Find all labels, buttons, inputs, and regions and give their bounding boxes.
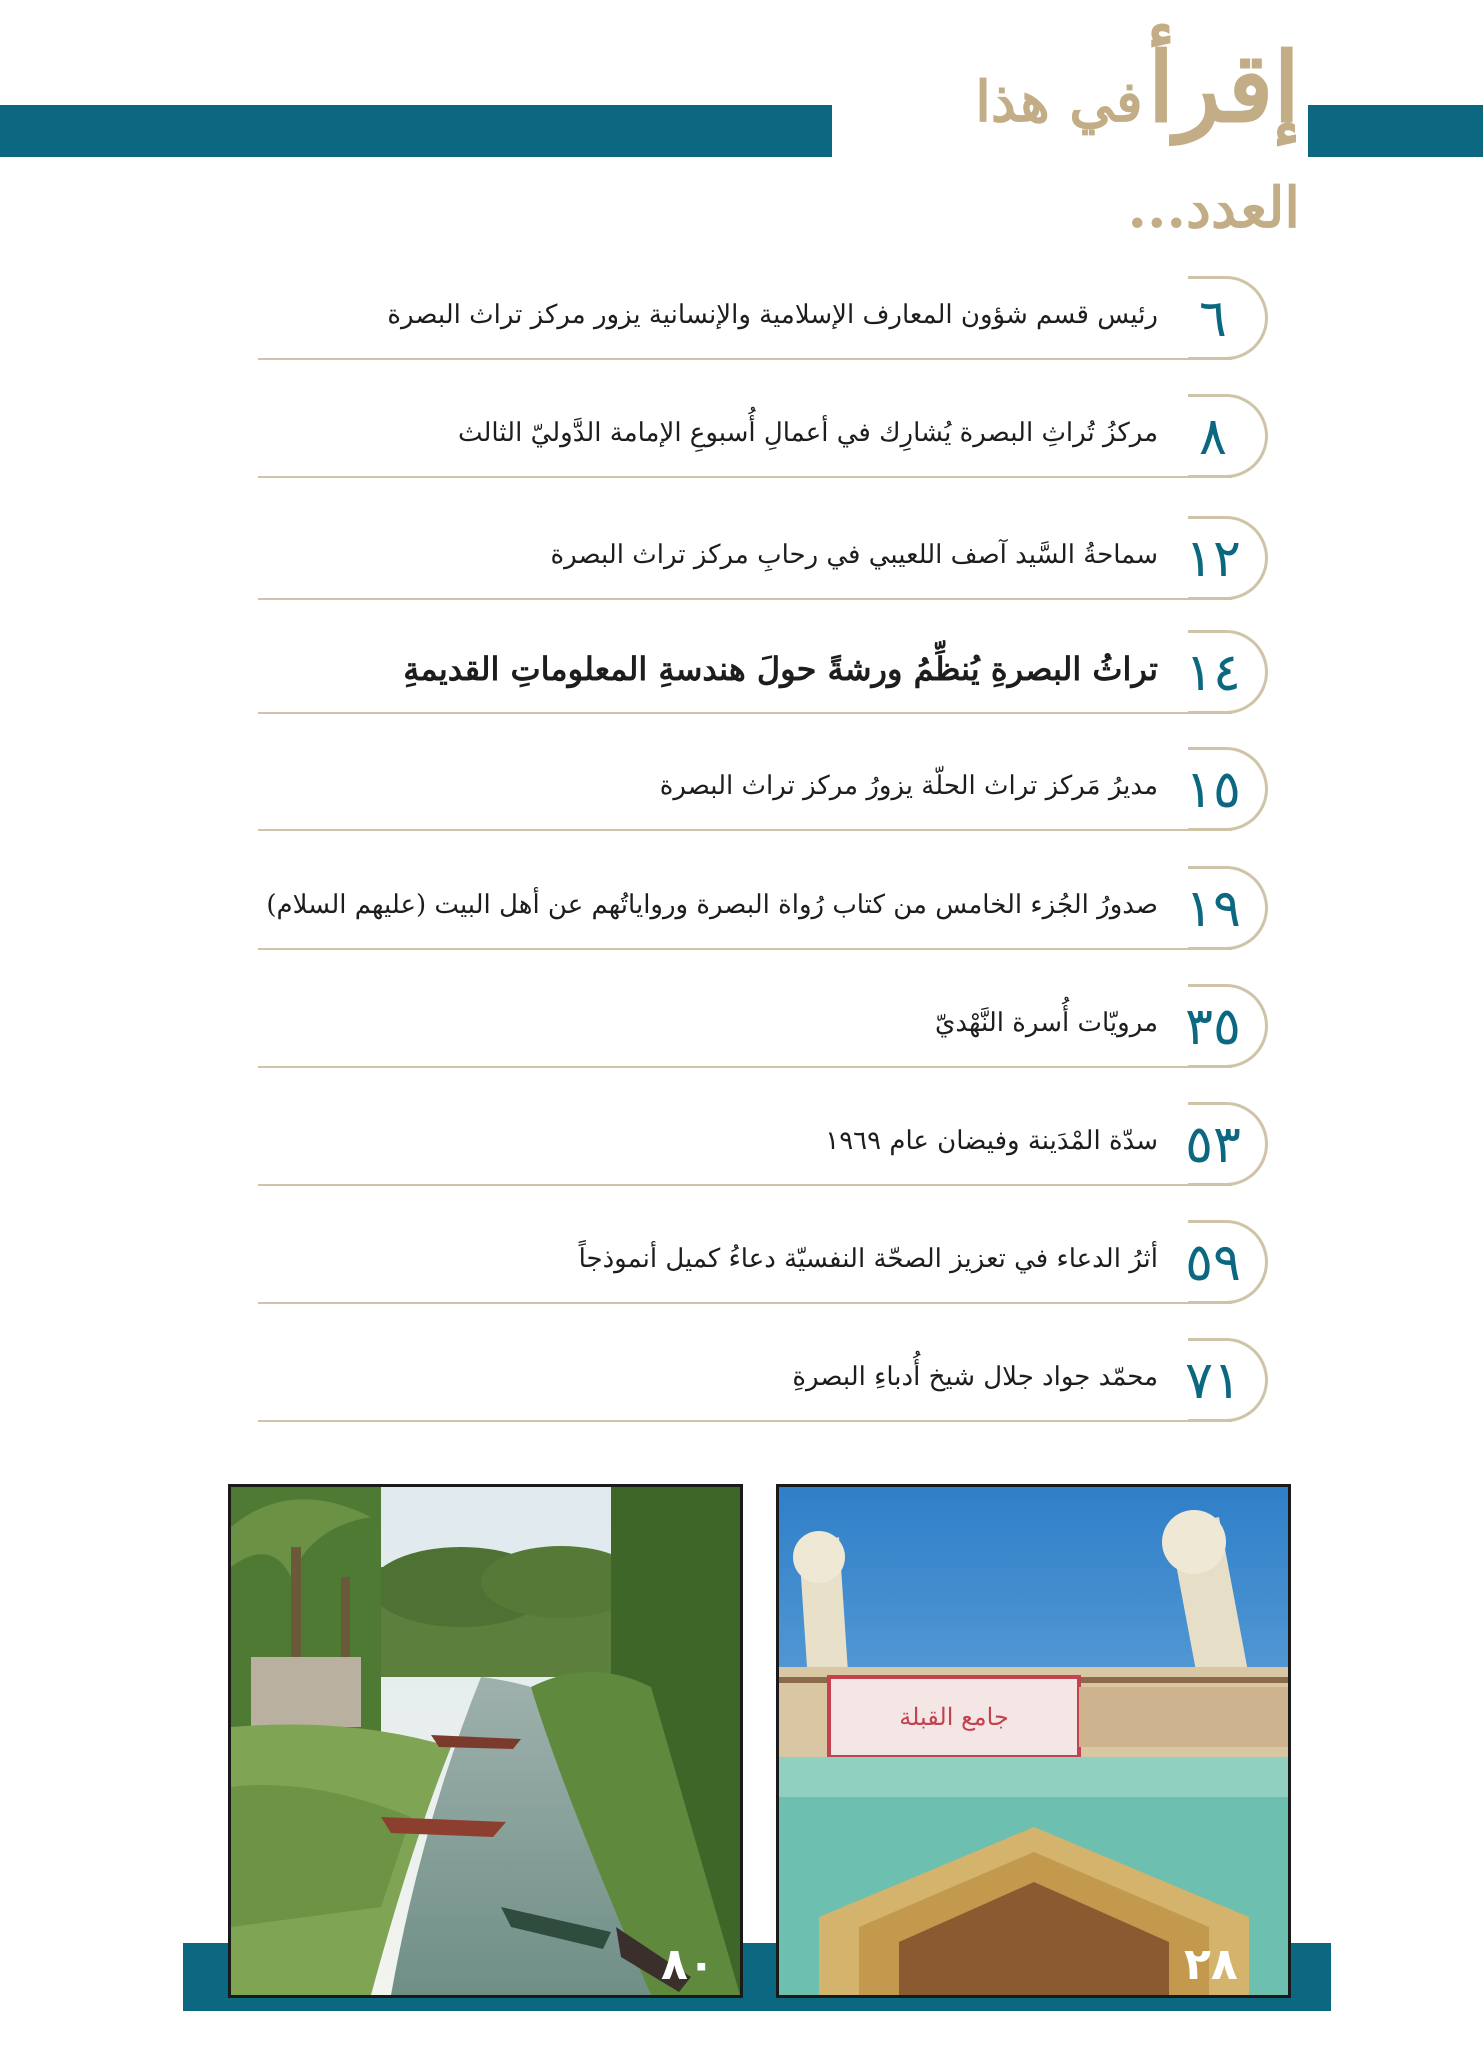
toc-divider xyxy=(258,712,1232,714)
mosque-photo[interactable] xyxy=(776,1484,1291,1998)
toc-page-number: ٧١ xyxy=(1185,1351,1241,1411)
toc-divider xyxy=(258,1184,1232,1186)
toc-divider xyxy=(258,1066,1232,1068)
toc-row[interactable] xyxy=(258,879,1268,948)
toc-divider xyxy=(258,829,1232,831)
toc-page-number: ١٤ xyxy=(1185,643,1241,703)
photo-page-number: ٨٠ xyxy=(661,1939,715,1990)
toc-row[interactable] xyxy=(258,1115,1268,1184)
mosque-illustration xyxy=(779,1487,1288,1995)
toc-title: سدّة المْدَينة وفيضان عام ١٩٦٩ xyxy=(825,1126,1158,1156)
title-rest: في هذا العدد... xyxy=(975,69,1300,241)
mosque-sign-text: جامع القبلة xyxy=(899,1703,1009,1731)
toc-row[interactable] xyxy=(258,529,1268,598)
toc-title: مديرُ مَركز تراث الحلّة يزورُ مركز تراث البصرة xyxy=(659,771,1158,801)
river-photo[interactable] xyxy=(228,1484,743,1998)
toc-title: محمّد جواد جلال شيخ أُدباءِ البصرةِ xyxy=(792,1362,1158,1392)
toc-divider xyxy=(258,1302,1232,1304)
photo-page-number: ٢٨ xyxy=(1184,1939,1238,1990)
toc-page-number: ١٩ xyxy=(1185,879,1241,939)
toc-row[interactable] xyxy=(258,997,1268,1066)
toc-title: رئيس قسم شؤون المعارف الإسلامية والإنسانية يزور مركز تراث البصرة xyxy=(387,300,1158,330)
toc-title: مركزُ تُراثِ البصرة يُشارِك في أعمالِ أُسبوعِ الإمامة الدَّوليّ الثالث xyxy=(457,418,1158,448)
toc-divider xyxy=(258,948,1232,950)
toc-row[interactable] xyxy=(258,1233,1268,1302)
toc-divider xyxy=(258,598,1232,600)
toc-row[interactable] xyxy=(258,1351,1268,1420)
toc-page-number: ٦ xyxy=(1199,289,1227,349)
toc-page-number: ٨ xyxy=(1199,407,1227,467)
toc-row[interactable] xyxy=(258,289,1268,358)
toc-page-number: ١٥ xyxy=(1185,760,1241,820)
toc-page-number: ٥٣ xyxy=(1185,1115,1241,1175)
title-main: إقرأ xyxy=(1147,31,1300,144)
toc-divider xyxy=(258,1420,1232,1422)
toc-page-number: ٥٩ xyxy=(1185,1233,1241,1293)
toc-row[interactable] xyxy=(258,407,1268,476)
toc-title: تراثُ البصرةِ يُنظِّمُ ورشةً حولَ هندسةِ المعلوماتِ القديمةِ xyxy=(403,650,1158,688)
toc-title: أثرُ الدعاء في تعزيز الصحّة النفسيّة دعاءُ كميل أنموذجاً xyxy=(578,1244,1158,1274)
river-illustration xyxy=(231,1487,740,1995)
toc-divider xyxy=(258,476,1232,478)
toc-divider xyxy=(258,358,1232,360)
toc-title: صدورُ الجُزء الخامس من كتاب رُواة البصرة ورواياتُهم عن أهل البيت (عليهم السلام) xyxy=(266,890,1158,920)
toc-page-number: ١٢ xyxy=(1185,529,1241,589)
toc-row[interactable] xyxy=(258,643,1268,712)
toc-row[interactable] xyxy=(258,760,1268,829)
toc-title: سماحةُ السَّيد آصف اللعيبي في رحابِ مركز تراث البصرة xyxy=(550,540,1158,570)
toc-page-number: ٣٥ xyxy=(1185,997,1241,1057)
toc-title: مرويّات أُسرة النَّهْديّ xyxy=(935,1008,1158,1038)
